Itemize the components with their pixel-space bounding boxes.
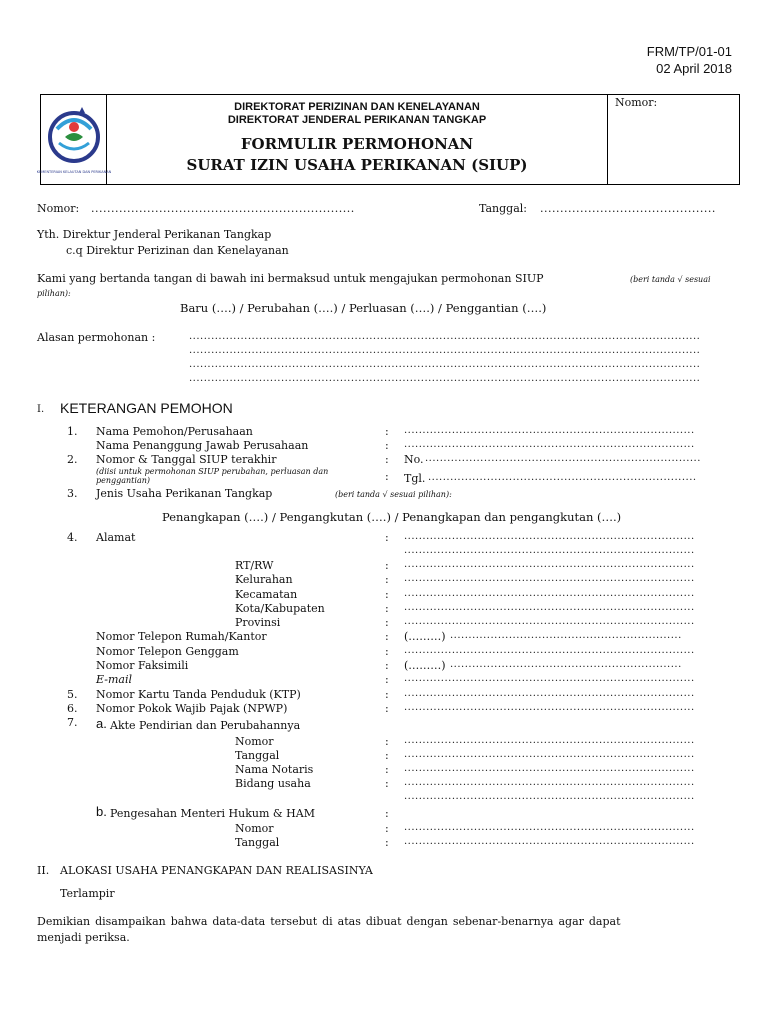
addressee-line-2: c.q Direktur Perizinan dan Kenelayanan	[66, 244, 289, 257]
item-3-number: 3.	[67, 487, 78, 500]
kota-field[interactable]: ...............................................................................	[404, 602, 695, 613]
colon: :	[385, 616, 389, 629]
notaris-field[interactable]: ...............................................................................	[404, 763, 695, 774]
item-7-number: 7.	[67, 716, 78, 729]
alasan-line-2[interactable]: ...........................................................................................................................................	[189, 345, 701, 356]
kecamatan-field[interactable]: ...............................................................................	[404, 588, 695, 599]
rtrw-label: RT/RW	[235, 559, 274, 572]
colon: :	[385, 470, 389, 483]
intro-note: (beri tanda √ sesuai	[630, 275, 711, 284]
colon: :	[385, 602, 389, 615]
siup-note-2: penggantian)	[96, 476, 150, 485]
akte-nomor-field[interactable]: ...............................................................................	[404, 735, 695, 746]
terlampir-text: Terlampir	[60, 887, 115, 900]
svg-text:KEMENTERIAN KELAUTAN DAN PERIK: KEMENTERIAN KELAUTAN DAN PERIKANAN	[36, 170, 112, 174]
akte-nomor-label: Nomor	[235, 735, 274, 748]
telp-genggam-field[interactable]: ...............................................................................	[404, 645, 695, 656]
kelurahan-field[interactable]: ...............................................................................	[404, 573, 695, 584]
form-title-1: FORMULIR PERMOHONAN	[240, 135, 474, 153]
header-nomor-label: Nomor:	[615, 96, 658, 109]
akte-tanggal-field[interactable]: ...............................................................................	[404, 749, 695, 760]
npwp-label: Nomor Pokok Wajib Pajak (NPWP)	[96, 702, 288, 715]
telp-rumah-prefix: (………)	[404, 630, 446, 643]
nomor-label: Nomor:	[37, 202, 80, 215]
colon: :	[385, 588, 389, 601]
colon: :	[385, 749, 389, 762]
alasan-label: Alasan permohonan :	[37, 331, 156, 344]
pengesahan-label: Pengesahan Menteri Hukum & HAM	[110, 807, 315, 820]
siup-no-field[interactable]: ...........................................................................	[425, 453, 701, 464]
section-2-title: ALOKASI USAHA PENANGKAPAN DAN REALISASINYA	[60, 864, 373, 877]
nomor-field[interactable]: ..................................................................	[91, 202, 355, 215]
item-7b-letter: b.	[96, 804, 107, 819]
colon: :	[385, 425, 389, 438]
provinsi-field[interactable]: ...............................................................................	[404, 616, 695, 627]
colon: :	[385, 453, 389, 466]
rtrw-field[interactable]: ...............................................................................	[404, 559, 695, 570]
kota-label: Kota/Kabupaten	[235, 602, 325, 615]
item-1-number: 1.	[67, 425, 78, 438]
form-header	[36, 94, 740, 185]
item-5-number: 5.	[67, 688, 78, 701]
tanggal-label: Tanggal:	[479, 202, 527, 215]
agency-line-1: DIREKTORAT PERIZINAN DAN KENELAYANAN	[234, 101, 480, 113]
colon: :	[385, 630, 389, 643]
colon: :	[385, 836, 389, 849]
item-6-number: 6.	[67, 702, 78, 715]
colon: :	[385, 822, 389, 835]
colon: :	[385, 673, 389, 686]
telp-genggam-label: Nomor Telepon Genggam	[96, 645, 239, 658]
bidang-usaha-field-2[interactable]: ...............................................................................	[404, 791, 695, 802]
colon: :	[385, 645, 389, 658]
alasan-line-1[interactable]: ...........................................................................................................................................	[189, 331, 701, 342]
jenis-usaha-note: (beri tanda √ sesuai pilihan):	[335, 490, 452, 499]
ministry-logo	[36, 99, 112, 181]
nama-pemohon-label: Nama Pemohon/Perusahaan	[96, 425, 253, 438]
pengesahan-tanggal-label: Tanggal	[235, 836, 280, 849]
penanggung-jawab-field[interactable]: ...............................................................................	[404, 439, 695, 450]
akte-label: Akte Pendirian dan Perubahannya	[110, 719, 301, 732]
kecamatan-label: Kecamatan	[235, 588, 298, 601]
colon: :	[385, 659, 389, 672]
tanggal-field[interactable]: ............................................	[540, 202, 716, 215]
intro-note-2: pilihan):	[37, 289, 71, 298]
pengesahan-nomor-label: Nomor	[235, 822, 274, 835]
pengesahan-tanggal-field[interactable]: ...............................................................................	[404, 836, 695, 847]
faksimili-label: Nomor Faksimili	[96, 659, 189, 672]
npwp-field[interactable]: ...............................................................................	[404, 702, 695, 713]
addressee-line-1: Yth. Direktur Jenderal Perikanan Tangkap	[37, 228, 272, 241]
notaris-label: Nama Notaris	[235, 763, 314, 776]
colon: :	[385, 763, 389, 776]
nama-pemohon-field[interactable]: ...............................................................................	[404, 425, 695, 436]
alasan-line-3[interactable]: ...........................................................................................................................................	[189, 359, 701, 370]
colon: :	[385, 439, 389, 452]
alamat-field-2[interactable]: ...............................................................................	[404, 545, 695, 556]
agency-line-2: DIREKTORAT JENDERAL PERIKANAN TANGKAP	[227, 114, 487, 126]
item-7a-letter: a.	[96, 716, 107, 731]
akte-tanggal-label: Tanggal	[235, 749, 280, 762]
provinsi-label: Provinsi	[235, 616, 281, 629]
form-title-2: SURAT IZIN USAHA PERIKANAN (SIUP)	[186, 156, 528, 174]
faksimili-field[interactable]: ...............................................................	[450, 659, 682, 670]
colon: :	[385, 573, 389, 586]
siup-tgl-prefix: Tgl.	[404, 472, 426, 485]
closing-line-2: menjadi periksa.	[37, 931, 130, 944]
item-4-number: 4.	[67, 531, 78, 544]
ktp-label: Nomor Kartu Tanda Penduduk (KTP)	[96, 688, 301, 701]
permohonan-choices[interactable]: Baru (….) / Perubahan (….) / Perluasan (….) / Penggantian (….)	[180, 301, 547, 315]
document-date: 02 April 2018	[656, 61, 732, 76]
section-1-number: I.	[37, 404, 45, 415]
alamat-label: Alamat	[96, 531, 136, 544]
telp-rumah-field[interactable]: ...............................................................	[450, 630, 682, 641]
colon: :	[385, 702, 389, 715]
colon: :	[385, 807, 389, 820]
email-field[interactable]: ...............................................................................	[404, 673, 695, 684]
item-2-number: 2.	[67, 453, 78, 466]
penanggung-jawab-label: Nama Penanggung Jawab Perusahaan	[96, 439, 309, 452]
section-1-title: KETERANGAN PEMOHON	[60, 400, 233, 416]
colon: :	[385, 559, 389, 572]
faksimili-prefix: (………)	[404, 659, 446, 672]
colon: :	[385, 531, 389, 544]
jenis-usaha-label: Jenis Usaha Perikanan Tangkap	[96, 487, 273, 500]
section-2-number: II.	[37, 864, 50, 877]
bidang-usaha-field-1[interactable]: ...............................................................................	[404, 777, 695, 788]
siup-note-1: (diisi untuk permohonan SIUP perubahan, perluasan dan	[96, 467, 329, 476]
ktp-field[interactable]: ...............................................................................	[404, 688, 695, 699]
closing-line-1: Demikian disampaikan bahwa data-data tersebut di atas dibuat dengan sebenar-benarnya agar dapat	[37, 915, 621, 928]
pengesahan-nomor-field[interactable]: ...............................................................................	[404, 822, 695, 833]
alamat-field-1[interactable]: ...............................................................................	[404, 531, 695, 542]
alasan-line-4[interactable]: ...........................................................................................................................................	[189, 373, 701, 384]
email-label: E-mail	[96, 673, 132, 686]
jenis-usaha-choices[interactable]: Penangkapan (….) / Pengangkutan (….) / Penangkapan dan pengangkutan (….)	[162, 510, 622, 524]
telp-rumah-label: Nomor Telepon Rumah/Kantor	[96, 630, 267, 643]
colon: :	[385, 777, 389, 790]
colon: :	[385, 688, 389, 701]
nomor-siup-label: Nomor & Tanggal SIUP terakhir	[96, 453, 277, 466]
colon: :	[385, 735, 389, 748]
kelurahan-label: Kelurahan	[235, 573, 293, 586]
siup-no-prefix: No.	[404, 453, 424, 466]
document-code: FRM/TP/01-01	[646, 44, 732, 59]
intro-text: Kami yang bertanda tangan di bawah ini bermaksud untuk mengajukan permohonan SIUP	[37, 272, 544, 285]
bidang-usaha-label: Bidang usaha	[235, 777, 311, 790]
siup-tgl-field[interactable]: .........................................................................	[428, 472, 697, 483]
